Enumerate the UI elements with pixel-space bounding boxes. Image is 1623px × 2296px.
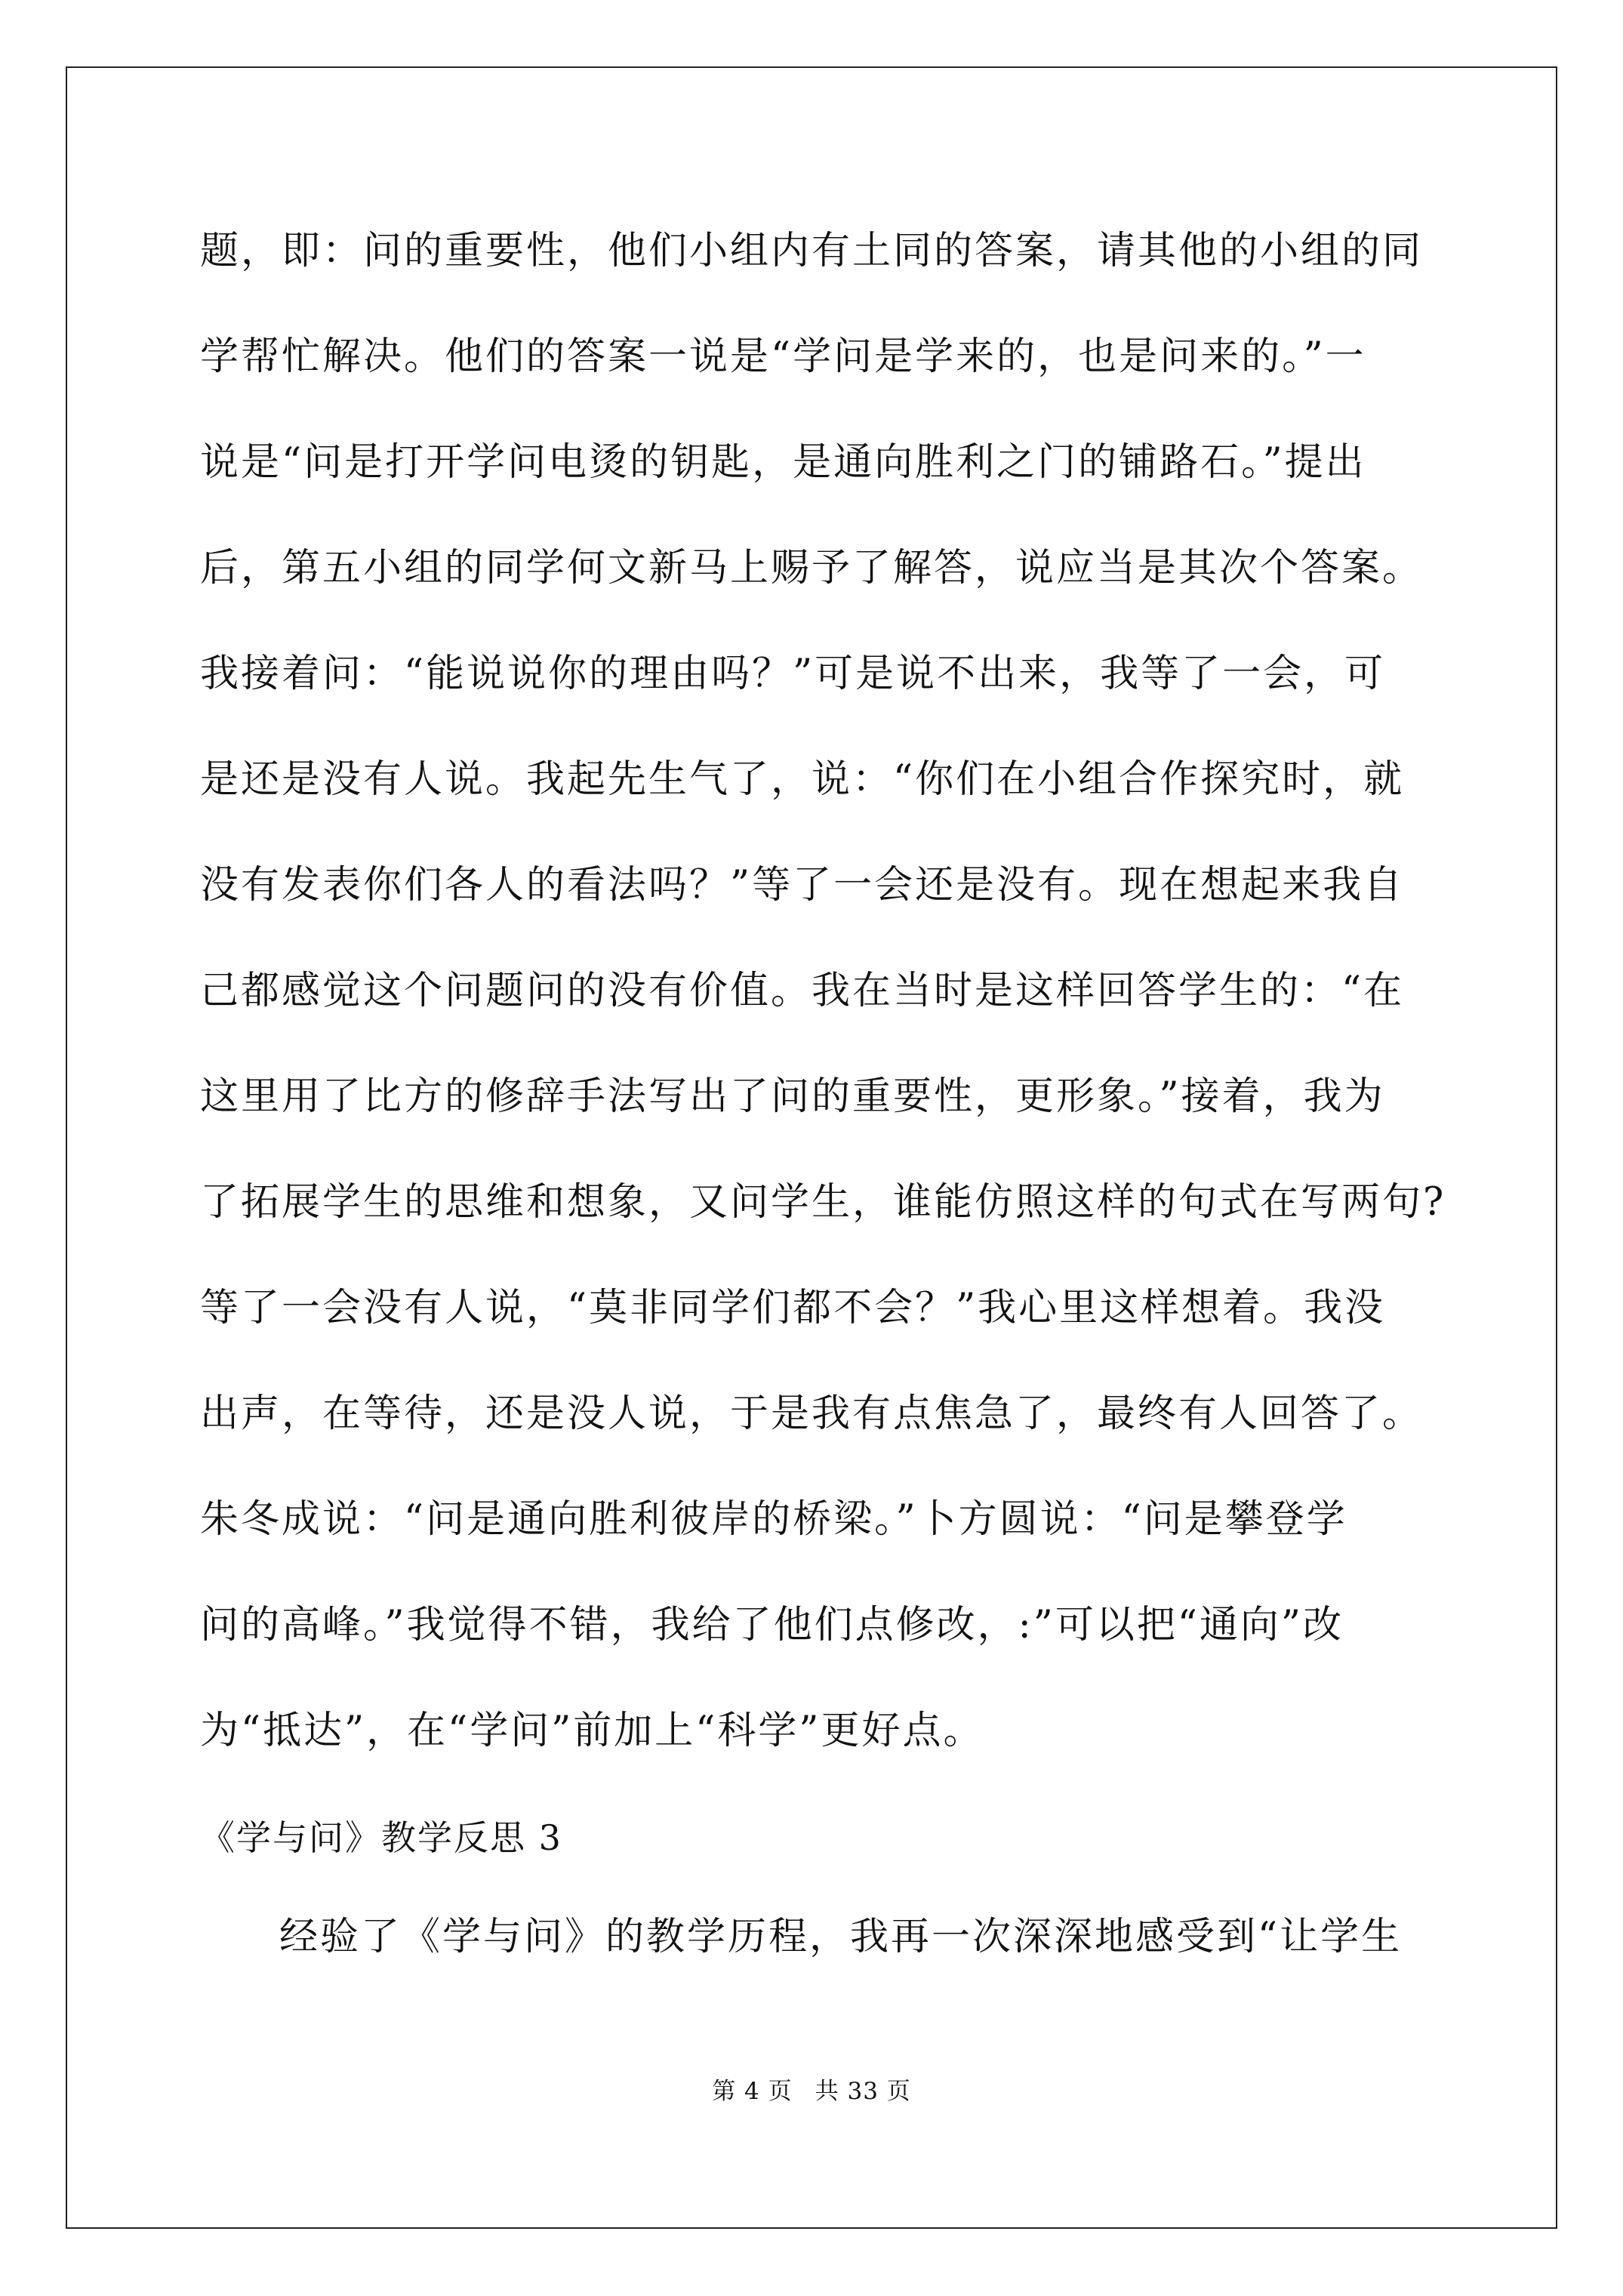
text-line: 是还是没有人说。我起先生气了，说：“你们在小组合作探究时，就 xyxy=(200,757,1405,802)
text-line: 说是“问是打开学问电烫的钥匙，是通向胜利之门的铺路石。”提出 xyxy=(200,440,1366,485)
text-line: 等了一会没有人说，“莫非同学们都不会？”我心里这样想着。我没 xyxy=(200,1286,1386,1330)
section-heading: 《学与问》教学反思 3 xyxy=(200,1817,562,1858)
text-line: 朱冬成说：“问是通向胜利彼岸的桥梁。”卜方圆说：“问是攀登学 xyxy=(200,1497,1347,1542)
text-line: 为“抵达”，在“学问”前加上“科学”更好点。 xyxy=(200,1709,984,1753)
text-line: 这里用了比方的修辞手法写出了问的重要性，更形象。”接着，我为 xyxy=(200,1074,1385,1119)
page-number: 第 4 页 xyxy=(712,2078,793,2105)
page-footer xyxy=(0,2075,1623,2108)
text-line: 己都感觉这个问题问的没有价值。我在当时是这样回答学生的：“在 xyxy=(200,969,1405,1013)
page-total: 共 33 页 xyxy=(815,2078,911,2105)
text-line: 学帮忙解决。他们的答案一说是“学问是学来的，也是问来的。”一 xyxy=(200,334,1366,379)
text-line: 我接着问：“能说说你的理由吗？”可是说不出来，我等了一会，可 xyxy=(200,652,1386,696)
text-line: 题，即：问的重要性，他们小组内有土同的答案，请其他的小组的同 xyxy=(200,229,1424,273)
text-line: 了拓展学生的思维和想象，又问学生，谁能仿照这样的句式在写两句? xyxy=(200,1180,1446,1225)
page-frame xyxy=(66,66,1557,2229)
paragraph-line: 经验了《学与问》的教学历程，我再一次深深地感受到“让学生 xyxy=(279,1915,1403,1959)
text-line: 问的高峰。”我觉得不错，我给了他们点修改，:”可以把“通向”改 xyxy=(200,1603,1344,1647)
text-line: 出声，在等待，还是没人说，于是我有点焦急了，最终有人回答了。 xyxy=(200,1391,1424,1436)
text-line: 后，第五小组的同学何文新马上赐予了解答，说应当是其次个答案。 xyxy=(200,546,1424,590)
text-line: 没有发表你们各人的看法吗？”等了一会还是没有。现在想起来我自 xyxy=(200,863,1405,908)
